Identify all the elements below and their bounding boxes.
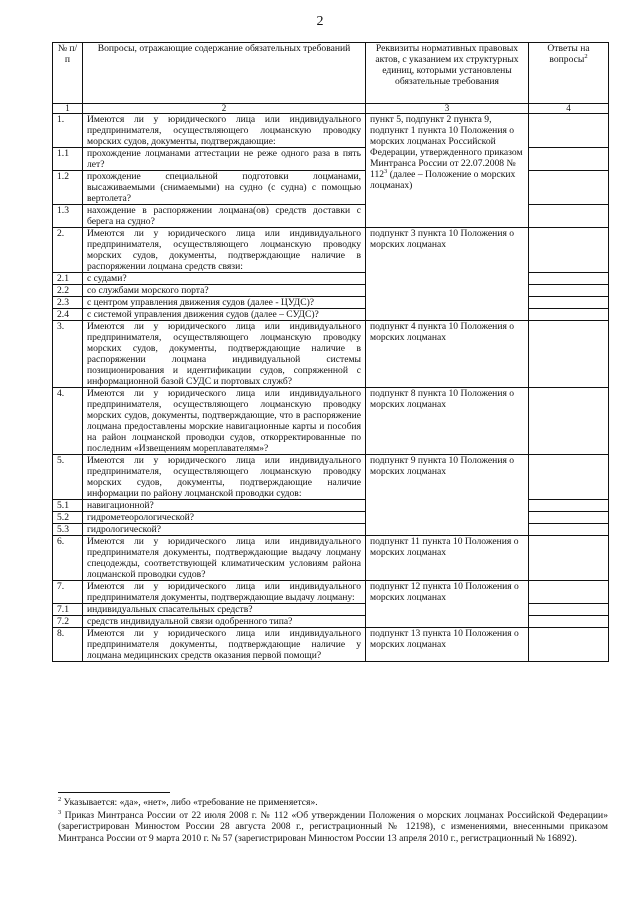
legal-reference-text: (далее – Положение о морских лоцманах) <box>370 169 516 191</box>
page-number: 2 <box>316 14 324 29</box>
item-number: 8. <box>53 628 83 662</box>
item-number: 2.1 <box>53 273 83 285</box>
answer-cell[interactable] <box>529 273 609 285</box>
answer-cell[interactable] <box>529 309 609 321</box>
column-index: 2 <box>83 104 366 114</box>
header-questions: Вопросы, отражающие содержание обязательных требований <box>83 43 366 104</box>
legal-reference <box>366 114 529 228</box>
answer-cell[interactable] <box>529 604 609 616</box>
item-number: 1.1 <box>53 148 83 171</box>
legal-reference <box>366 536 529 581</box>
answer-cell[interactable] <box>529 148 609 171</box>
item-number: 5.2 <box>53 512 83 524</box>
item-number: 7.2 <box>53 616 83 628</box>
footnote-mark: 2 <box>58 795 62 803</box>
legal-reference-text: подпункт 4 пункта 10 Положения о морских лоцманах <box>370 321 515 343</box>
table-row <box>53 536 609 581</box>
legal-reference-text: пункт 5, подпункт 2 пункта 9, подпункт 1 пункта 10 Положения о морских лоцманах Российской Федерации, утвержденного приказом Минтранса России от 22.07.2008 № 112 <box>370 114 523 180</box>
table-row <box>53 114 609 148</box>
answer-cell[interactable] <box>529 500 609 512</box>
item-number: 1. <box>53 114 83 148</box>
question-text: с центром управления движения судов (далее - ЦУДС)? <box>83 297 366 309</box>
answer-cell[interactable] <box>529 171 609 205</box>
column-index-row <box>53 104 609 114</box>
answer-cell[interactable] <box>529 512 609 524</box>
footnote-2 <box>58 797 608 809</box>
legal-reference-text: подпункт 3 пункта 10 Положения о морских лоцманах <box>370 228 515 250</box>
answer-cell[interactable] <box>529 388 609 455</box>
answer-cell[interactable] <box>529 455 609 500</box>
question-text: Имеются ли у юридического лица или индивидуального предпринимателя документы, подтверждающие наличие у лоцмана медицинских средств оказания первой помощи? <box>83 628 366 662</box>
item-number: 1.2 <box>53 171 83 205</box>
question-text: Имеются ли у юридического лица или индивидуального предпринимателя документы, подтверждающие выдачу лоцману спецодежды, соответствующей климатическим условиям района лоцманской проводки судов? <box>83 536 366 581</box>
legal-reference-text: подпункт 12 пункта 10 Положения о морских лоцманах <box>370 581 519 603</box>
question-text: прохождение специальной подготовки лоцманами, высаживаемыми (снимаемыми) на судно (с судна) с помощью вертолета? <box>83 171 366 205</box>
footnote-mark: 3 <box>384 167 388 175</box>
header-answers <box>529 43 609 104</box>
answer-cell[interactable] <box>529 228 609 273</box>
footnote-divider <box>58 792 170 793</box>
item-number: 4. <box>53 388 83 455</box>
question-text: прохождение лоцманами аттестации не реже одного раза в пять лет? <box>83 148 366 171</box>
item-number: 5.3 <box>53 524 83 536</box>
answer-cell[interactable] <box>529 297 609 309</box>
question-text: индивидуальных спасательных средств? <box>83 604 366 616</box>
table-row <box>53 228 609 273</box>
column-index: 1 <box>53 104 83 114</box>
question-text: гидрологической? <box>83 524 366 536</box>
question-text: Имеются ли у юридического лица или индивидуального предпринимателя, осуществляющего лоцманскую проводку морских судов, документы, подтверждающие наличие информации по району лоцманской проводки судов: <box>83 455 366 500</box>
table-row <box>53 628 609 662</box>
answer-cell[interactable] <box>529 114 609 148</box>
answer-cell[interactable] <box>529 285 609 297</box>
legal-reference-text: подпункт 11 пункта 10 Положения о морских лоцманах <box>370 536 519 558</box>
table-row <box>53 321 609 388</box>
question-text: Имеются ли у юридического лица или индивидуального предпринимателя, осуществляющего лоцманскую проводку морских судов, документы, подтверждающие наличие в распоряжении лоцмана индивидуальной системы позиционирования и идентификации судов, сопряженной с информационной базой СУДС и портовых служб? <box>83 321 366 388</box>
footnote-3 <box>58 810 608 845</box>
answer-cell[interactable] <box>529 581 609 604</box>
column-index: 3 <box>366 104 529 114</box>
footnote-mark: 3 <box>58 808 62 816</box>
table-row <box>53 455 609 500</box>
item-number: 2.4 <box>53 309 83 321</box>
answer-cell[interactable] <box>529 321 609 388</box>
legal-reference <box>366 581 529 628</box>
answer-cell[interactable] <box>529 628 609 662</box>
header-legal-references: Реквизиты нормативных правовых актов, с указанием их структурных единиц, которыми установлены обязательные требования <box>366 43 529 104</box>
question-text: со службами морского порта? <box>83 285 366 297</box>
table-row <box>53 581 609 604</box>
question-text: нахождение в распоряжении лоцмана(ов) средств доставки с берега на судно? <box>83 205 366 228</box>
legal-reference-text: подпункт 8 пункта 10 Положения о морских лоцманах <box>370 388 515 410</box>
question-text: Имеются ли у юридического лица или индивидуального предпринимателя, осуществляющего лоцманскую проводку морских судов, документы, подтверждающие, что в распоряжение лоцмана предоставлены морские навигационные карты и пособия на район лоцманской проводки судов, откорректированные по последним «Извещениям мореплавателям»? <box>83 388 366 455</box>
item-number: 5. <box>53 455 83 500</box>
legal-reference <box>366 628 529 662</box>
question-text: Имеются ли у юридического лица или индивидуального предпринимателя, осуществляющего лоцманскую проводку морских судов, документы, подтверждающие наличие в распоряжении лоцмана средств связи: <box>83 228 366 273</box>
legal-reference <box>366 321 529 388</box>
question-text: Имеются ли у юридического лица или индивидуального предпринимателя документы, подтверждающие выдачу лоцману: <box>83 581 366 604</box>
footnote-text: Указывается: «да», «нет», либо «требование не применяется». <box>61 797 318 808</box>
question-text: гидрометеорологической? <box>83 512 366 524</box>
answer-cell[interactable] <box>529 205 609 228</box>
item-number: 1.3 <box>53 205 83 228</box>
item-number: 7.1 <box>53 604 83 616</box>
legal-reference-text: подпункт 13 пункта 10 Положения о морских лоцманах <box>370 628 519 650</box>
legal-reference <box>366 455 529 536</box>
header-answers-label: Ответы на вопросы <box>547 43 590 65</box>
item-number: 2.3 <box>53 297 83 309</box>
item-number: 3. <box>53 321 83 388</box>
question-text: Имеются ли у юридического лица или индивидуального предпринимателя, осуществляющего лоцманскую проводку морских судов, документы, подтверждающие: <box>83 114 366 148</box>
requirements-checklist-table <box>52 42 609 662</box>
question-text: средств индивидуальной связи одобренного типа? <box>83 616 366 628</box>
question-text: с системой управления движения судов (далее – СУДС)? <box>83 309 366 321</box>
answer-cell[interactable] <box>529 536 609 581</box>
footnote-text: Приказ Минтранса России от 22 июля 2008 г. № 112 «Об утверждении Положения о морских лоцманах Российской Федерации» (зарегистрирован Минюстом России 28 августа 2008 г., регистрационный № 12198), с изменениями, внесенными приказом Минтранса России от 9 марта 2010 г. № 57 (зарегистрирован Минюстом России 13 апреля 2010 г., регистрационный № 16892). <box>58 809 608 844</box>
header-number: № п/п <box>53 43 83 104</box>
table-header-row <box>53 43 609 104</box>
question-text: навигационной? <box>83 500 366 512</box>
item-number: 6. <box>53 536 83 581</box>
item-number: 2.2 <box>53 285 83 297</box>
footnote-mark: 2 <box>584 52 588 60</box>
table-row <box>53 388 609 455</box>
legal-reference-text: подпункт 9 пункта 10 Положения о морских лоцманах <box>370 455 515 477</box>
answer-cell[interactable] <box>529 524 609 536</box>
legal-reference <box>366 388 529 455</box>
item-number: 2. <box>53 228 83 273</box>
footnotes <box>58 797 608 845</box>
answer-cell[interactable] <box>529 616 609 628</box>
question-text: с судами? <box>83 273 366 285</box>
item-number: 7. <box>53 581 83 604</box>
legal-reference <box>366 228 529 321</box>
item-number: 5.1 <box>53 500 83 512</box>
column-index: 4 <box>529 104 609 114</box>
